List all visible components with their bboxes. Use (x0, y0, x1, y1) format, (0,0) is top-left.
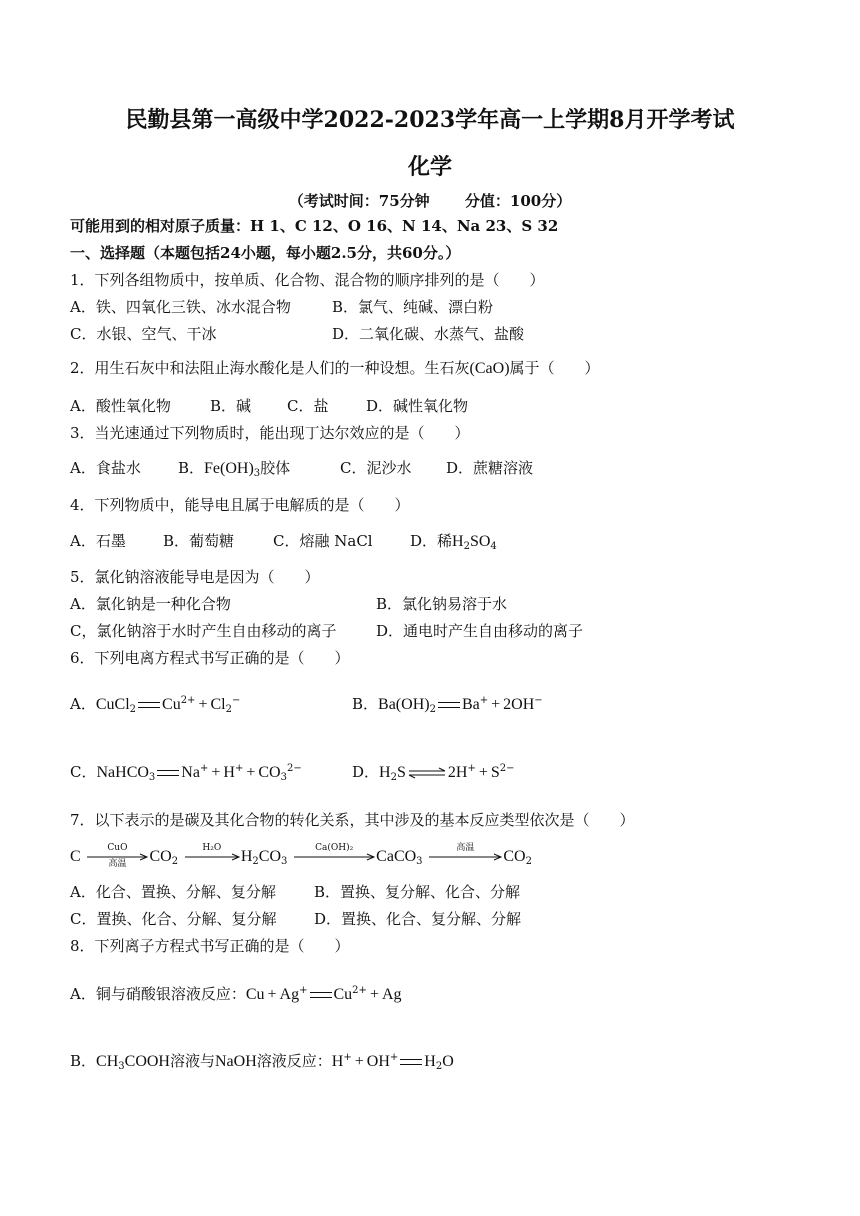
q6-option-b (352, 694, 543, 715)
q6-a-lhs-sub: 2 (129, 704, 137, 715)
q7-h2co3-sub2: 3 (281, 856, 288, 867)
q6-b-plus: + (491, 696, 501, 713)
q4-d-f2: SO (469, 533, 491, 550)
q2-stem-post: 属于（ ） (509, 359, 600, 377)
q6-a-r2-sub: 2 (225, 704, 232, 715)
q8-b-r1: H (424, 1053, 436, 1070)
q2-option-c: C．盐 (287, 397, 329, 415)
q8-a-text: A．铜与硝酸银溶液反应： (70, 985, 246, 1003)
q4-d-s1: 2 (463, 541, 470, 552)
q6-a-r2: Cl (210, 696, 226, 713)
q4-option-b: B．葡萄糖 (163, 532, 235, 550)
q4-d-label: D．稀 (410, 532, 453, 550)
atomic-mass-line: 可能用到的相对原子质量：H 1、C 12、O 16、N 14、Na 23、S 32 (70, 217, 559, 235)
q8-a-plus2: + (369, 986, 379, 1003)
q5-stem: 5．氯化钠溶液能导电是因为（ ） (70, 568, 320, 586)
q8-b-r1-sub: 2 (435, 1061, 443, 1072)
q7-option-c: C．置换、化合、分解、复分解 (70, 910, 277, 928)
double-equal-sign (438, 702, 460, 708)
q5-option-b: B．氯化钠易溶于水 (376, 595, 508, 613)
q8-a-r2: Ag (381, 986, 402, 1003)
q7-reaction-chain (70, 845, 532, 871)
q6-c-label: C． (70, 763, 97, 781)
q6-c-r3-sub: 3 (280, 772, 287, 783)
q6-a-r1-sup: 2+ (180, 695, 196, 706)
q6-d-plus: + (478, 764, 488, 781)
arrow4-top-label: 高温 (456, 843, 475, 853)
q6-c-r1-sup: + (199, 763, 209, 774)
q7-h2co3-sub1: 2 (252, 856, 259, 867)
reaction-arrow-icon (428, 845, 502, 869)
q6-d-r1: 2H (447, 764, 468, 781)
q8-b-f1: CH (96, 1053, 119, 1070)
q8-a-plus1: + (267, 986, 277, 1003)
q6-a-r1: Cu (162, 696, 181, 713)
q8-b-r2: O (442, 1053, 454, 1070)
q6-stem: 6．下列电离方程式书写正确的是（ ） (70, 649, 350, 667)
double-equal-sign (157, 770, 179, 776)
q8-b-l1: H (331, 1053, 344, 1070)
q6-a-lhs: CuCl (95, 696, 130, 713)
q6-c-r1: Na (181, 764, 200, 781)
q8-b-f3: NaOH (215, 1053, 257, 1070)
q7-caco3: CaCO (376, 848, 417, 865)
q6-d-lhs2: S (396, 764, 406, 781)
q6-b-label: B． (352, 695, 379, 713)
q7-co2: CO (149, 848, 172, 865)
q6-d-label: D． (352, 763, 380, 781)
q8-a-l1: Cu (245, 986, 265, 1003)
q6-c-plus2: + (246, 764, 256, 781)
q7-option-b: B．置换、复分解、化合、分解 (314, 883, 521, 901)
q2-option-d: D．碱性氧化物 (366, 397, 469, 415)
double-equal-sign (138, 702, 160, 708)
q8-b-plus: + (354, 1053, 364, 1070)
exam-info: （考试时间：75分钟 分值：100分） (288, 192, 572, 210)
q6-d-lhs: H (379, 764, 391, 781)
q6-c-lhs: NaHCO (96, 764, 149, 781)
q3-b-sub: 3 (253, 468, 261, 479)
q6-c-r3-sup: 2− (286, 763, 302, 774)
reaction-arrow-icon (293, 845, 375, 869)
q4-d-f1: H (452, 533, 464, 550)
q5-option-c: C，氯化钠溶于水时产生自由移动的离子 (70, 622, 337, 640)
q7-carbon: C (70, 848, 81, 865)
q2-stem-pre: 2．用生石灰中和法阻止海水酸化是人们的一种设想。生石灰 (70, 359, 470, 377)
q1-option-b: B．氯气、纯碱、漂白粉 (332, 298, 494, 316)
q1-option-d: D．二氧化碳、水蒸气、盐酸 (332, 325, 525, 343)
q6-b-lhs-sub: 2 (429, 704, 436, 715)
q6-d-r2: S (490, 764, 500, 781)
reaction-arrow-icon (86, 845, 148, 869)
reversible-arrow-icon (408, 767, 446, 779)
q6-c-r2-sup: + (234, 763, 244, 774)
q6-c-r2: H (223, 764, 235, 781)
q3-b-post: 胶体 (260, 459, 291, 477)
q6-b-r2: 2OH (503, 696, 535, 713)
q3-b-formula: Fe(OH) (204, 460, 254, 477)
q6-option-a (70, 694, 240, 715)
q7-option-a: A．化合、置换、分解、复分解 (70, 883, 276, 901)
q8-b-f2: COOH (124, 1053, 170, 1070)
q8-option-b (70, 1051, 454, 1072)
q2-formula: (CaO) (469, 360, 510, 377)
q8-b-l2-sup: + (389, 1052, 399, 1063)
q6-b-r1-sup: + (479, 695, 489, 706)
q3-option-d: D．蔗糖溶液 (446, 459, 534, 477)
subject-title: 化学 (407, 154, 452, 180)
q6-d-lhs-sub: 2 (390, 772, 397, 783)
q7-caco3-sub: 3 (416, 856, 423, 867)
q3-option-c: C．泥沙水 (340, 459, 412, 477)
q8-b-f1-sub: 3 (118, 1061, 125, 1072)
q6-option-c (70, 762, 302, 783)
q2-option-a: A．酸性氧化物 (70, 397, 171, 415)
q8-b-text1: 溶液与 (169, 1052, 215, 1070)
q8-a-r1-sup: 2+ (352, 985, 367, 996)
q6-a-r2-sup: − (231, 695, 241, 706)
q3-option-b (178, 458, 290, 479)
double-equal-sign (310, 992, 332, 998)
q6-c-lhs-sub: 3 (148, 772, 156, 783)
q6-c-r3: CO (258, 764, 281, 781)
q8-b-text2: 溶液反应： (256, 1052, 332, 1070)
q3-stem: 3．当光速通过下列物质时，能出现丁达尔效应的是（ ） (70, 424, 470, 442)
q8-stem: 8．下列离子方程式书写正确的是（ ） (70, 937, 350, 955)
q4-stem: 4．下列物质中，能导电且属于电解质的是（ ） (70, 496, 410, 514)
q4-option-a: A．石墨 (70, 532, 126, 550)
q6-c-plus1: + (211, 764, 221, 781)
double-equal-sign (400, 1059, 422, 1065)
q2-option-b: B．碱 (210, 397, 252, 415)
q1-option-c: C．水银、空气、干冰 (70, 325, 217, 343)
arrow3-top-label: Ca(OH)₂ (315, 843, 354, 853)
q3-option-a: A．食盐水 (70, 459, 141, 477)
q7-stem: 7．以下表示的是碳及其化合物的转化关系，其中涉及的基本反应类型依次是（ ） (70, 811, 635, 829)
q8-b-l2: OH (366, 1053, 390, 1070)
q5-option-a: A．氯化钠是一种化合物 (70, 595, 231, 613)
q5-option-d: D．通电时产生自由移动的离子 (376, 622, 584, 640)
q7-co2-sub: 2 (171, 856, 179, 867)
q4-option-c: C．熔融 NaCl (273, 532, 373, 550)
exam-title: 民勤县第一高级中学2022-2023学年高一上学期8月开学考试 (125, 107, 735, 133)
q6-b-r2-sup: − (534, 695, 543, 706)
q4-option-d (410, 531, 497, 552)
q6-d-r2-sup: 2− (499, 763, 515, 774)
q2-stem (70, 358, 600, 379)
q7-h2co3-a: H (240, 848, 253, 865)
section-heading: 一、选择题（本题包括24小题，每小题2.5分，共60分。） (70, 244, 461, 262)
q6-b-r1: Ba (461, 696, 480, 713)
q6-option-d (352, 762, 515, 783)
arrow1-bottom-label: 高温 (108, 859, 127, 869)
q4-d-s2: 4 (490, 541, 497, 552)
q1-option-a: A．铁、四氧化三铁、冰水混合物 (70, 298, 291, 316)
q1-stem: 1．下列各组物质中，按单质、化合物、混合物的顺序排列的是（ ） (70, 271, 545, 289)
q6-a-label: A． (70, 695, 96, 713)
q7-h2co3-b: CO (258, 848, 282, 865)
reaction-arrow-icon (184, 845, 240, 869)
q7-option-d: D．置换、化合、复分解、分解 (314, 910, 522, 928)
q6-b-lhs: Ba(OH) (378, 696, 430, 713)
q8-a-r1: Cu (333, 986, 353, 1003)
q7-co2-final: CO (503, 848, 526, 865)
q3-b-label: B． (178, 459, 205, 477)
q6-d-r1-sup: + (467, 763, 476, 774)
q8-a-l2-sup: + (299, 985, 308, 996)
q8-option-a (70, 984, 402, 1005)
q8-a-l2: Ag (279, 986, 300, 1003)
q7-co2-final-sub: 2 (525, 856, 532, 867)
q6-a-plus: + (198, 696, 208, 713)
arrow2-top-label: H₂O (202, 843, 222, 853)
arrow1-top-label: CuO (107, 843, 128, 853)
q8-b-l1-sup: + (343, 1052, 352, 1063)
q8-b-label: B． (70, 1052, 97, 1070)
